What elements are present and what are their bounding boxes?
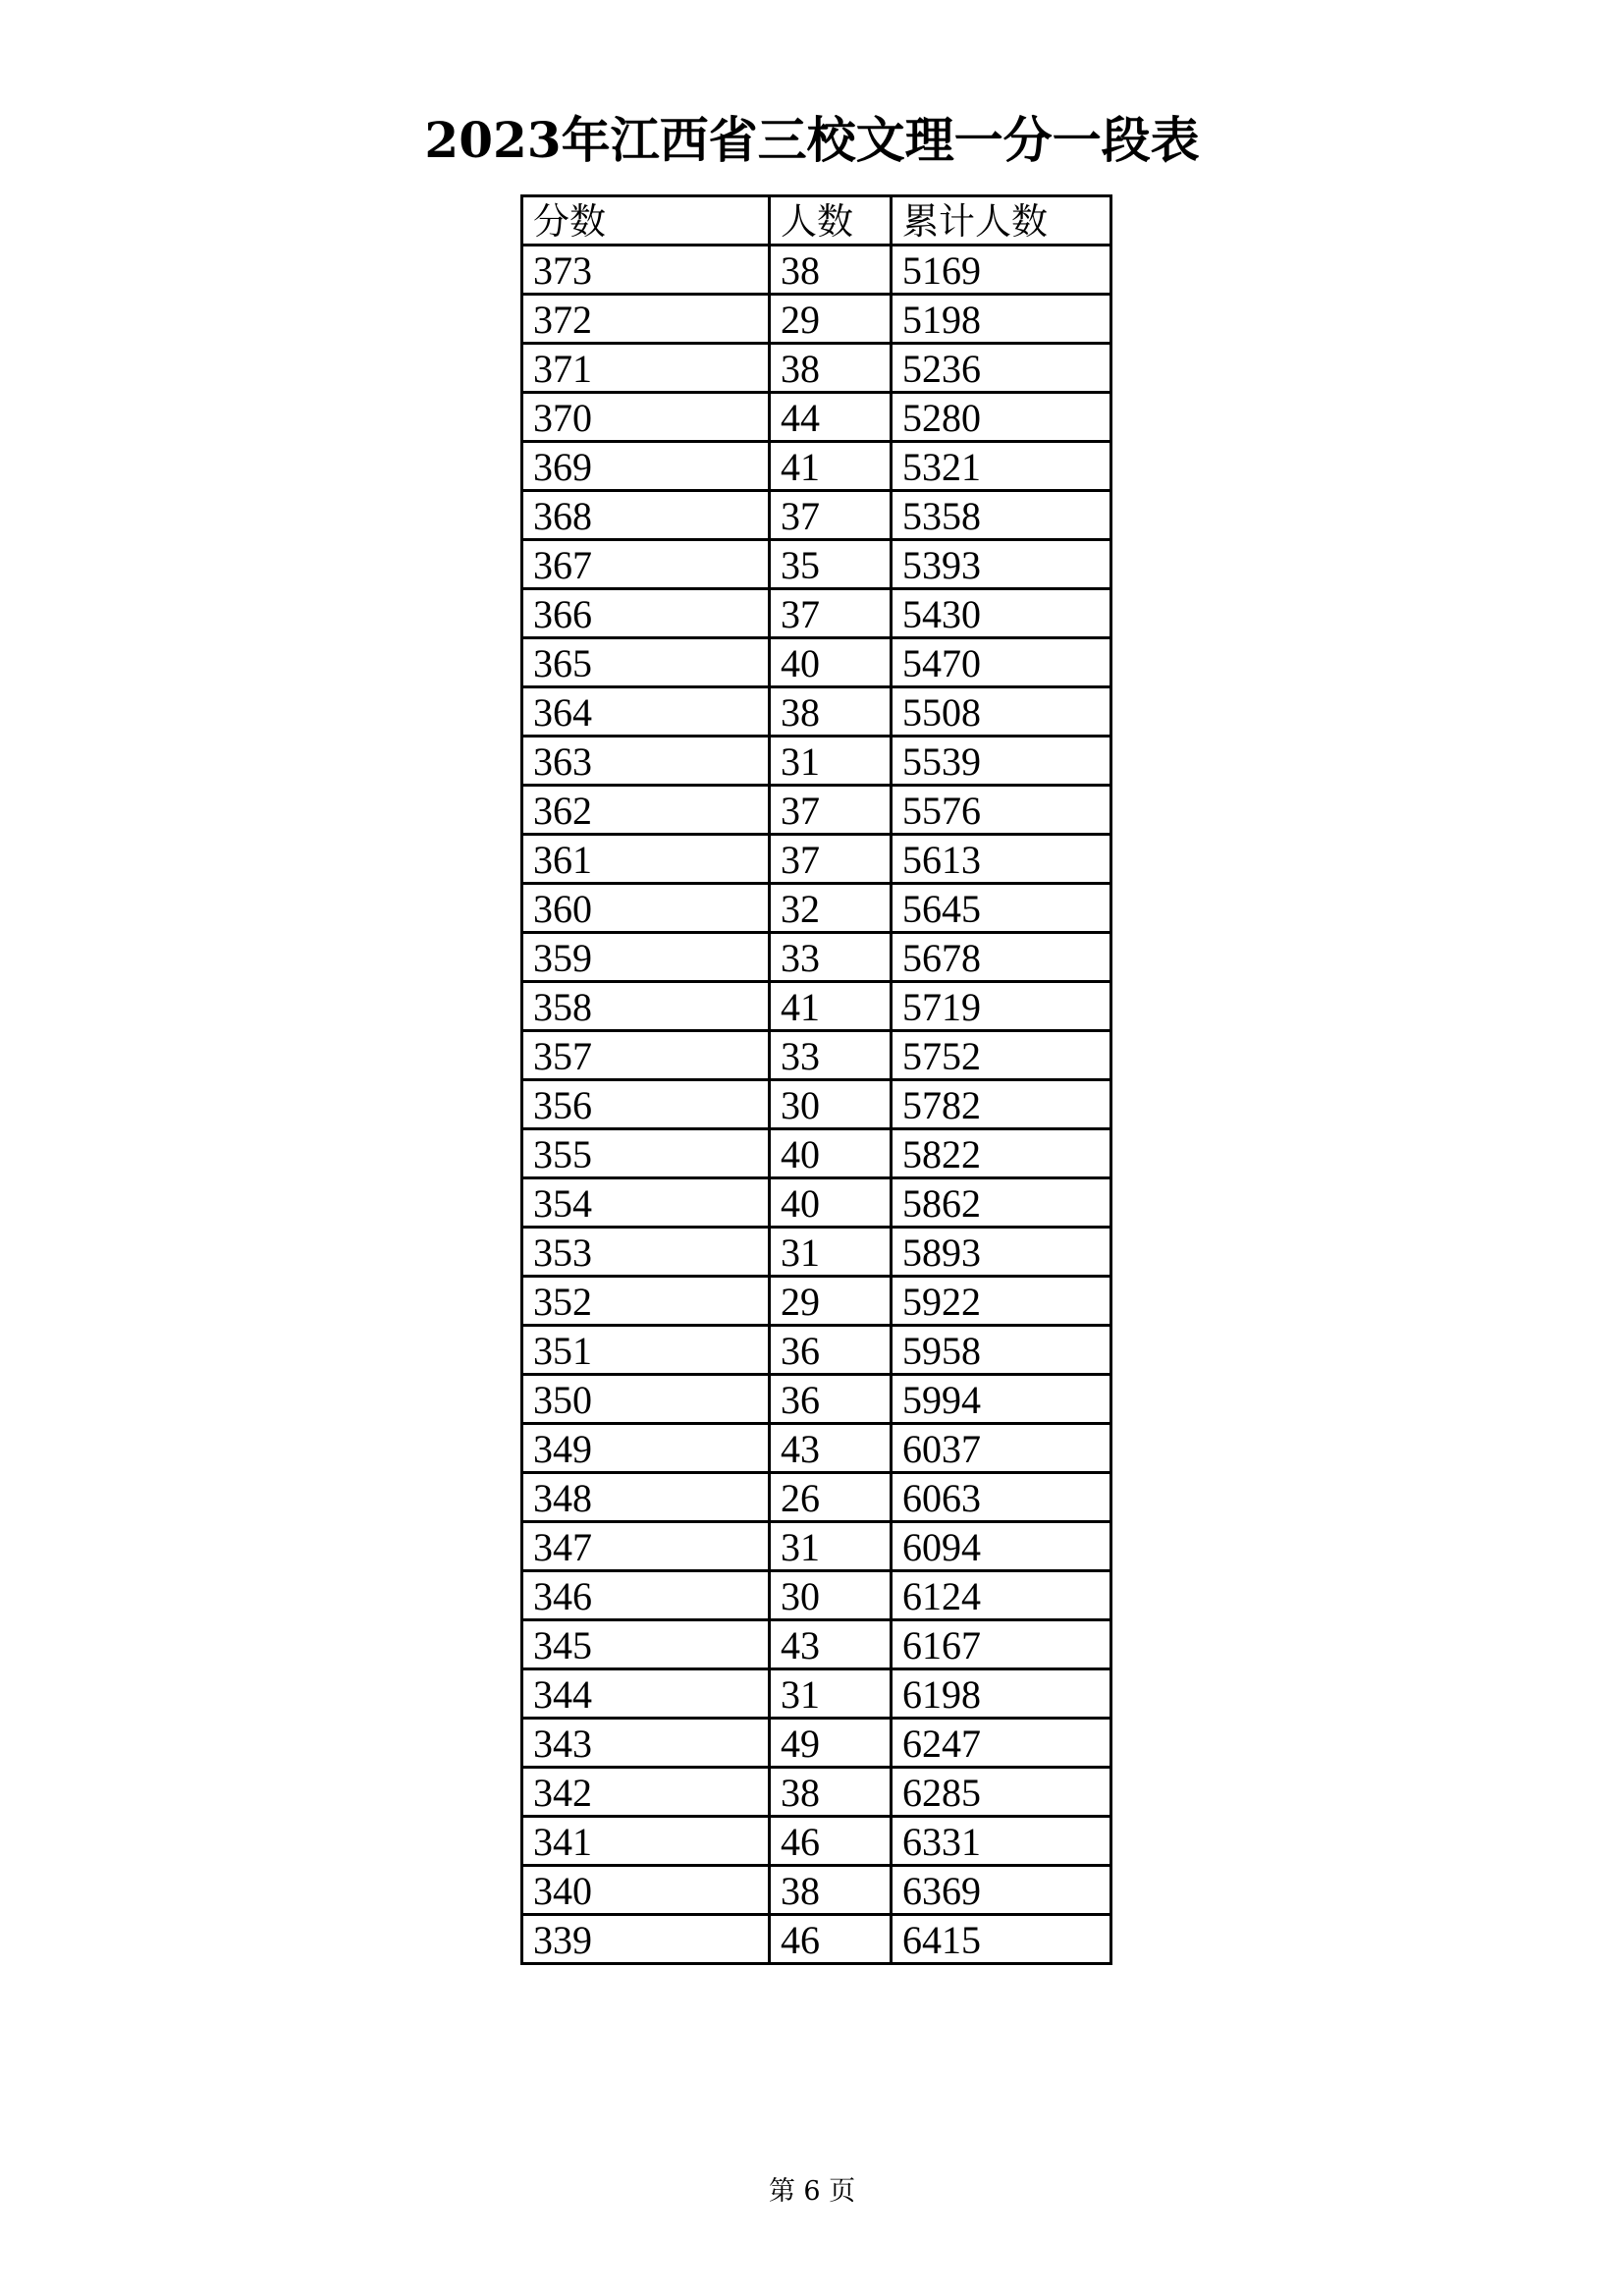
cell-count: 37: [770, 835, 892, 884]
cell-cumulative: 5782: [892, 1080, 1111, 1129]
cell-count: 31: [770, 1522, 892, 1571]
cell-cumulative: 6063: [892, 1473, 1111, 1522]
cell-cumulative: 5678: [892, 933, 1111, 982]
cell-score: 370: [522, 393, 770, 442]
cell-score: 362: [522, 786, 770, 835]
table-header: [522, 196, 1111, 246]
cell-score: 350: [522, 1375, 770, 1424]
table-row: [522, 1768, 1111, 1817]
table-row: [522, 1473, 1111, 1522]
cell-cumulative: 5321: [892, 442, 1111, 491]
cell-score: 342: [522, 1768, 770, 1817]
cell-cumulative: 5862: [892, 1178, 1111, 1228]
table-row: [522, 1375, 1111, 1424]
cell-score: 354: [522, 1178, 770, 1228]
cell-score: 353: [522, 1228, 770, 1277]
table-row: [522, 589, 1111, 638]
table-row: [522, 884, 1111, 933]
cell-cumulative: 6285: [892, 1768, 1111, 1817]
page-number: 第 6 页: [768, 2176, 856, 2207]
cell-score: 366: [522, 589, 770, 638]
cell-count: 43: [770, 1620, 892, 1669]
cell-cumulative: 5508: [892, 687, 1111, 737]
cell-cumulative: 5539: [892, 737, 1111, 786]
cell-count: 30: [770, 1080, 892, 1129]
cell-count: 49: [770, 1719, 892, 1768]
table-row: [522, 1178, 1111, 1228]
cell-score: 356: [522, 1080, 770, 1129]
cell-cumulative: 5822: [892, 1129, 1111, 1178]
cell-cumulative: 5470: [892, 638, 1111, 687]
cell-score: 369: [522, 442, 770, 491]
cell-count: 46: [770, 1817, 892, 1866]
cell-cumulative: 5358: [892, 491, 1111, 540]
cell-cumulative: 5576: [892, 786, 1111, 835]
cell-cumulative: 5198: [892, 295, 1111, 344]
table-row: [522, 933, 1111, 982]
cell-cumulative: 6415: [892, 1915, 1111, 1964]
cell-score: 364: [522, 687, 770, 737]
cell-score: 340: [522, 1866, 770, 1915]
table-row: [522, 737, 1111, 786]
cell-score: 373: [522, 246, 770, 295]
cell-count: 36: [770, 1326, 892, 1375]
table-row: [522, 982, 1111, 1031]
table-row: [522, 1571, 1111, 1620]
table-row: [522, 786, 1111, 835]
cell-cumulative: 5169: [892, 246, 1111, 295]
header-row: [522, 196, 1111, 246]
cell-score: 355: [522, 1129, 770, 1178]
cell-cumulative: 6369: [892, 1866, 1111, 1915]
cell-count: 40: [770, 638, 892, 687]
table-row: [522, 1424, 1111, 1473]
cell-cumulative: 5645: [892, 884, 1111, 933]
cell-count: 43: [770, 1424, 892, 1473]
table-row: [522, 1031, 1111, 1080]
table-row: [522, 638, 1111, 687]
cell-count: 40: [770, 1129, 892, 1178]
cell-cumulative: 6167: [892, 1620, 1111, 1669]
cell-count: 41: [770, 442, 892, 491]
cell-score: 361: [522, 835, 770, 884]
cell-count: 41: [770, 982, 892, 1031]
cell-count: 33: [770, 933, 892, 982]
table-row: [522, 835, 1111, 884]
cell-cumulative: 5958: [892, 1326, 1111, 1375]
table-row: [522, 1129, 1111, 1178]
cell-count: 32: [770, 884, 892, 933]
cell-cumulative: 5893: [892, 1228, 1111, 1277]
cell-cumulative: 5393: [892, 540, 1111, 589]
table-row: [522, 344, 1111, 393]
cell-score: 345: [522, 1620, 770, 1669]
table-row: [522, 1866, 1111, 1915]
cell-score: 358: [522, 982, 770, 1031]
cell-cumulative: 6037: [892, 1424, 1111, 1473]
table-row: [522, 491, 1111, 540]
table-row: [522, 1817, 1111, 1866]
header-count: 人数: [770, 196, 892, 246]
cell-count: 29: [770, 295, 892, 344]
cell-cumulative: 6198: [892, 1669, 1111, 1719]
cell-score: 344: [522, 1669, 770, 1719]
cell-count: 38: [770, 246, 892, 295]
cell-count: 31: [770, 1669, 892, 1719]
page-title: 2023年江西省三校文理一分一段表: [424, 111, 1200, 169]
cell-cumulative: 5430: [892, 589, 1111, 638]
cell-score: 348: [522, 1473, 770, 1522]
cell-count: 29: [770, 1277, 892, 1326]
table-row: [522, 246, 1111, 295]
cell-score: 351: [522, 1326, 770, 1375]
table-row: [522, 1669, 1111, 1719]
cell-score: 359: [522, 933, 770, 982]
cell-score: 371: [522, 344, 770, 393]
cell-cumulative: 6331: [892, 1817, 1111, 1866]
cell-cumulative: 6094: [892, 1522, 1111, 1571]
cell-score: 339: [522, 1915, 770, 1964]
cell-score: 347: [522, 1522, 770, 1571]
table-row: [522, 1522, 1111, 1571]
cell-score: 368: [522, 491, 770, 540]
cell-cumulative: 5280: [892, 393, 1111, 442]
cell-count: 38: [770, 1866, 892, 1915]
score-table: [520, 194, 1112, 1965]
table-body: [522, 246, 1111, 1964]
cell-cumulative: 6247: [892, 1719, 1111, 1768]
table-row: [522, 1915, 1111, 1964]
cell-count: 37: [770, 589, 892, 638]
cell-cumulative: 6124: [892, 1571, 1111, 1620]
cell-score: 352: [522, 1277, 770, 1326]
header-score: 分数: [522, 196, 770, 246]
table-row: [522, 1080, 1111, 1129]
cell-cumulative: 5752: [892, 1031, 1111, 1080]
cell-count: 38: [770, 344, 892, 393]
table-row: [522, 1277, 1111, 1326]
cell-count: 31: [770, 1228, 892, 1277]
table-row: [522, 393, 1111, 442]
table-row: [522, 442, 1111, 491]
cell-count: 31: [770, 737, 892, 786]
table-row: [522, 1228, 1111, 1277]
cell-count: 36: [770, 1375, 892, 1424]
cell-count: 33: [770, 1031, 892, 1080]
cell-count: 40: [770, 1178, 892, 1228]
cell-count: 37: [770, 491, 892, 540]
table-row: [522, 540, 1111, 589]
cell-score: 367: [522, 540, 770, 589]
cell-score: 343: [522, 1719, 770, 1768]
cell-count: 44: [770, 393, 892, 442]
cell-count: 26: [770, 1473, 892, 1522]
cell-score: 363: [522, 737, 770, 786]
header-cumulative: 累计人数: [892, 196, 1111, 246]
table-row: [522, 1620, 1111, 1669]
cell-score: 346: [522, 1571, 770, 1620]
cell-count: 37: [770, 786, 892, 835]
cell-score: 349: [522, 1424, 770, 1473]
cell-count: 38: [770, 1768, 892, 1817]
cell-cumulative: 5613: [892, 835, 1111, 884]
cell-cumulative: 5236: [892, 344, 1111, 393]
cell-score: 372: [522, 295, 770, 344]
cell-count: 46: [770, 1915, 892, 1964]
table-row: [522, 1719, 1111, 1768]
cell-cumulative: 5994: [892, 1375, 1111, 1424]
cell-cumulative: 5922: [892, 1277, 1111, 1326]
cell-score: 357: [522, 1031, 770, 1080]
cell-score: 341: [522, 1817, 770, 1866]
cell-count: 38: [770, 687, 892, 737]
cell-cumulative: 5719: [892, 982, 1111, 1031]
cell-score: 365: [522, 638, 770, 687]
cell-score: 360: [522, 884, 770, 933]
table-row: [522, 295, 1111, 344]
table-row: [522, 687, 1111, 737]
cell-count: 30: [770, 1571, 892, 1620]
cell-count: 35: [770, 540, 892, 589]
table-row: [522, 1326, 1111, 1375]
